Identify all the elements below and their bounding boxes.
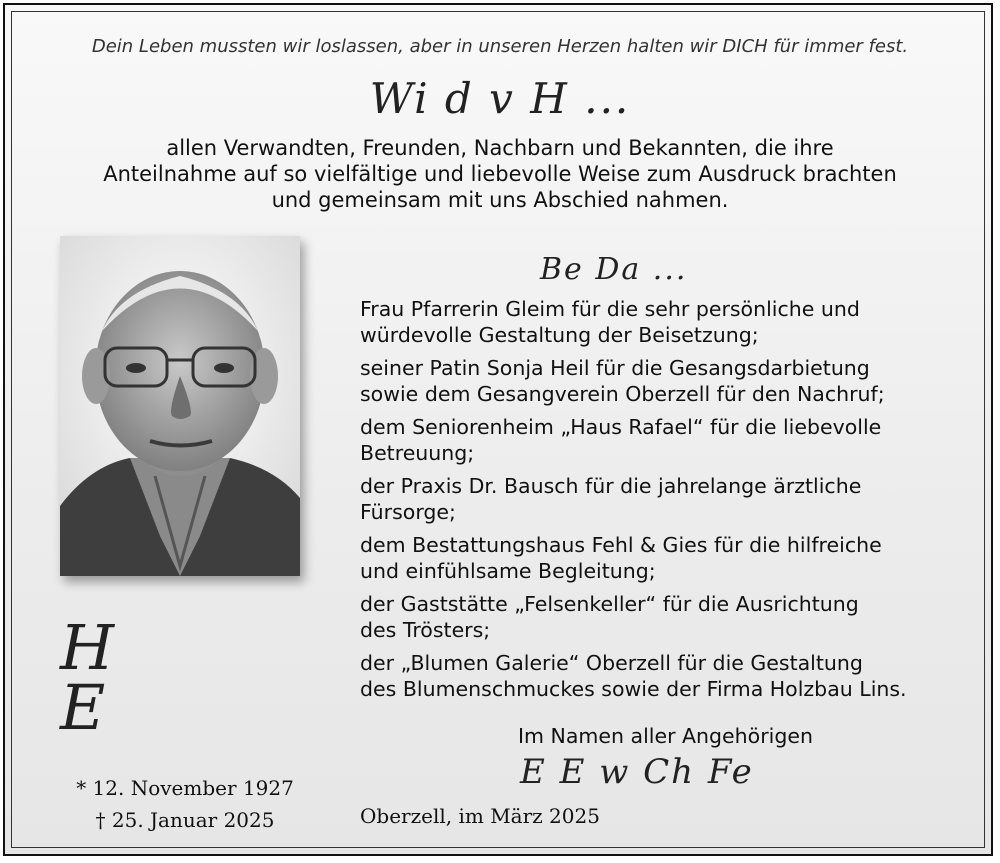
thanks-item: dem Bestattungshaus Fehl & Gies für die hilfreiche und einfühlsame Begleitung; — [360, 533, 882, 583]
thanks-item: der Gaststätte „Felsenkeller“ für die Ausrichtung des Trösters; — [360, 592, 859, 642]
life-dates — [60, 772, 310, 836]
thanks-script: Be Da ... — [540, 252, 688, 287]
motto: Dein Leben mussten wir loslassen, aber in unseren Herzen halten wir DICH für immer fest. — [91, 36, 909, 57]
heading-script: Wi d v H ... — [369, 74, 631, 123]
initial-first: H — [60, 611, 115, 684]
thanks-item: der „Blumen Galerie“ Oberzell für die Gestaltung des Blumenschmuckes sowie der Firma Holzbau Lins. — [360, 651, 907, 701]
intro-line: allen Verwandten, Freunden, Nachbarn und Bekannten, die ihre — [166, 136, 834, 160]
thanks-item: dem Seniorenheim „Haus Rafael“ für die liebevolle Betreuung; — [360, 415, 882, 465]
thanks-list — [360, 296, 960, 709]
place-date: Oberzell, im März 2025 — [360, 804, 600, 828]
intro-text — [0, 135, 1000, 213]
portrait-illustration — [60, 236, 300, 576]
closing-line: Im Namen aller Angehörigen — [518, 724, 813, 748]
signature-script: E E w Ch Fe — [520, 752, 754, 792]
thanks-item: Frau Pfarrerin Gleim für die sehr persönliche und würdevolle Gestaltung der Beisetzung; — [360, 297, 860, 347]
thanks-item: der Praxis Dr. Bausch für die jahrelange ärztliche Fürsorge; — [360, 474, 862, 524]
portrait-photo — [60, 236, 300, 576]
death-date: † 25. Januar 2025 — [95, 808, 275, 832]
intro-line: und gemeinsam mit uns Abschied nahmen. — [271, 188, 729, 212]
initial-last: E — [60, 671, 106, 744]
birth-date: * 12. November 1927 — [76, 776, 294, 800]
intro-line: Anteilnahme auf so vielfältige und liebevolle Weise zum Ausdruck brachten — [103, 162, 897, 186]
thanks-item: seiner Patin Sonja Heil für die Gesangsdarbietung sowie dem Gesangverein Oberzell für den Nachruf; — [360, 356, 885, 406]
initials — [60, 611, 160, 744]
